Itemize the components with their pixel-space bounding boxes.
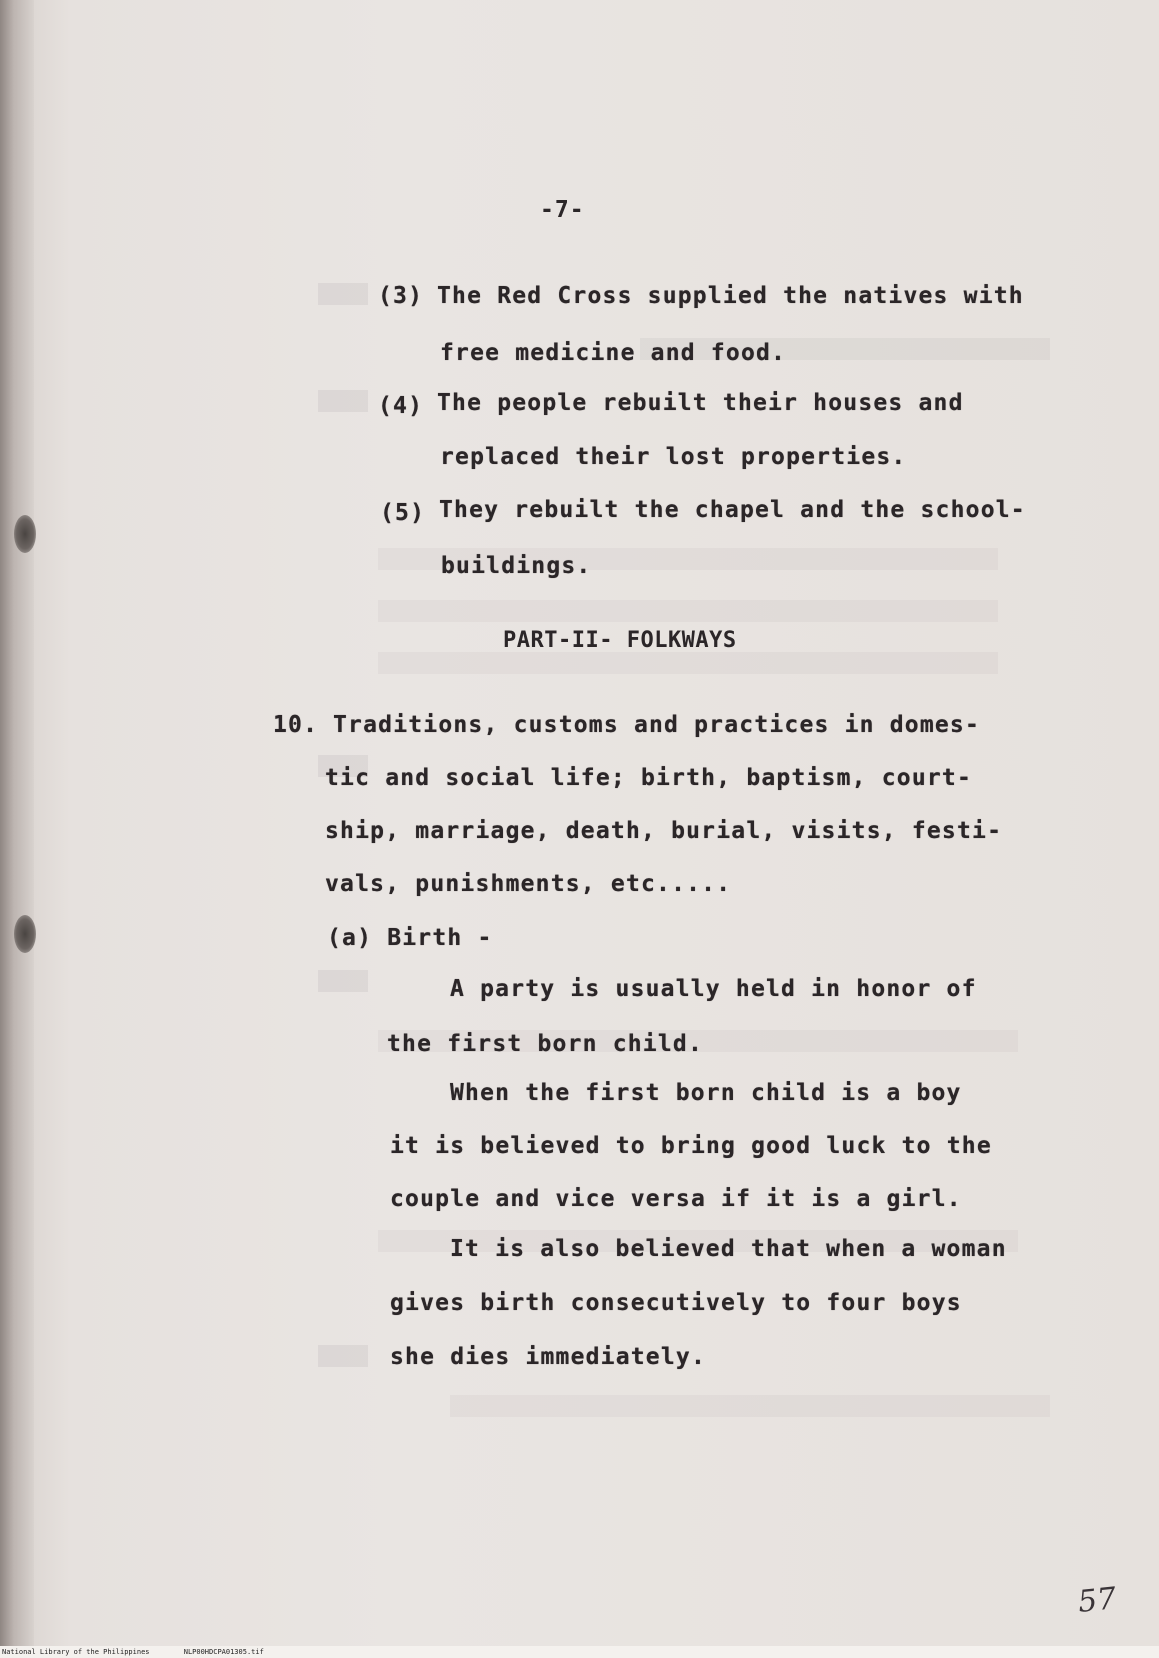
topic-number: 10. bbox=[273, 712, 319, 738]
topic-line: tic and social life; birth, baptism, court- bbox=[325, 765, 973, 791]
body-line: A party is usually held in honor of bbox=[450, 976, 977, 1002]
list-item-text-continued: replaced their lost properties. bbox=[440, 444, 907, 470]
list-item-text: The Red Cross supplied the natives with bbox=[437, 283, 1024, 309]
footer-file: NLP00HDCPA01305.tif bbox=[183, 1648, 264, 1656]
subsection-label: (a) Birth - bbox=[327, 925, 493, 951]
binding-edge bbox=[0, 0, 34, 1658]
body-line: It is also believed that when a woman bbox=[450, 1236, 1007, 1262]
body-line: it is believed to bring good luck to the bbox=[390, 1133, 992, 1159]
list-item-marker: (3) bbox=[378, 283, 424, 309]
punch-hole bbox=[14, 915, 36, 953]
body-line: the first born child. bbox=[387, 1031, 703, 1057]
topic-line: ship, marriage, death, burial, visits, festi- bbox=[325, 818, 1003, 844]
body-line: couple and vice versa if it is a girl. bbox=[390, 1186, 962, 1212]
list-item-text: The people rebuilt their houses and bbox=[437, 390, 964, 416]
list-item-marker: (5) bbox=[380, 500, 426, 526]
section-heading: PART-II- FOLKWAYS bbox=[503, 628, 737, 653]
body-line: When the first born child is a boy bbox=[450, 1080, 962, 1106]
topic-line: Traditions, customs and practices in domes- bbox=[333, 712, 981, 738]
list-item-text-continued: buildings. bbox=[441, 553, 592, 579]
page-number: -7- bbox=[540, 197, 585, 223]
topic-line: vals, punishments, etc..... bbox=[325, 871, 732, 897]
list-item-text-continued: free medicine and food. bbox=[440, 340, 787, 366]
handwritten-folio-number: 57 bbox=[1076, 1581, 1118, 1620]
list-item-marker: (4) bbox=[378, 393, 424, 419]
scan-footer bbox=[0, 1646, 1159, 1658]
punch-hole bbox=[14, 515, 36, 553]
body-line: she dies immediately. bbox=[390, 1344, 706, 1370]
footer-library: National Library of the Philippines bbox=[2, 1648, 150, 1656]
list-item-text: They rebuilt the chapel and the school- bbox=[439, 497, 1026, 523]
body-line: gives birth consecutively to four boys bbox=[390, 1290, 962, 1316]
